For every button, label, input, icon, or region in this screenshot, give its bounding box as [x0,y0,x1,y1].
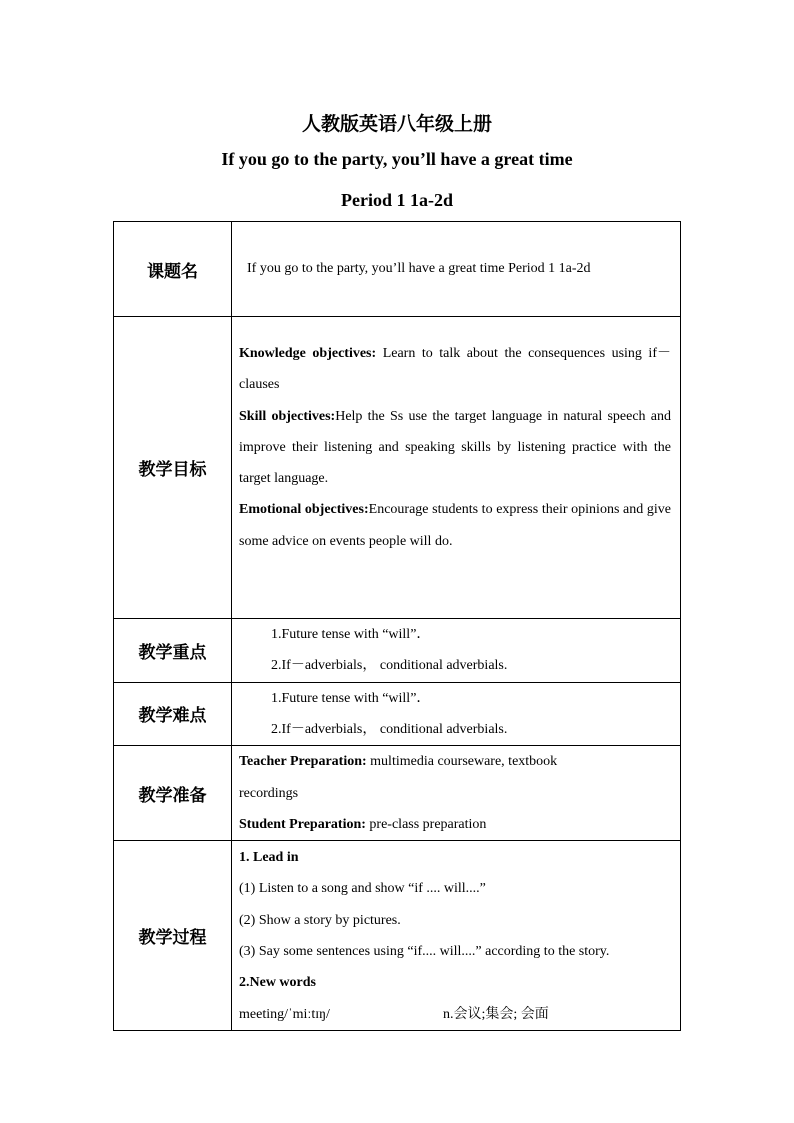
preparation-cell [232,746,681,841]
knowledge-objectives [239,338,671,401]
difficult-point-1: 1.Future tense with “will”． [271,690,431,706]
key-points-row [114,619,681,683]
step-new-words: 2.New words [239,975,316,991]
skill-text: Help the Ss use the target language in natural speech and improve their listening and speaking skills by listening practice with the target language. [239,408,671,487]
difficult-points-cell [232,682,681,746]
preparation-head: 教学准备 [114,746,232,841]
student-text: pre-class preparation [365,816,487,832]
student-preparation [239,809,605,840]
vocabulary-entry [239,999,671,1030]
topic-head: 课题名 [114,222,232,317]
lesson-title: If you go to the party, you’ll have a great time [221,149,573,169]
vocabulary-meaning: n.会议;集会; 会面 [443,1006,549,1022]
student-label: Student Preparation: [239,816,366,832]
process-head: 教学过程 [114,841,232,1031]
key-points-cell [232,619,681,683]
step-lead-in: 1. Lead in [239,850,299,866]
difficult-points-head: 教学难点 [114,682,232,746]
preparation-row [114,746,681,841]
emotional-text: Encourage students to express their opinions and give some advice on events people will do. [239,502,672,549]
document-title: 人教版英语八年级上册 [301,113,492,135]
period-title: Period 1 1a-2d [341,190,453,210]
emotional-label: Emotional objectives: [239,502,369,518]
lesson-plan-table [113,221,681,1031]
topic-text: If you go to the party, you’ll have a great time Period 1 1a-2d [232,222,681,317]
objectives-row [114,317,681,619]
vocabulary-word: meeting/ˈmiːtɪŋ/ [239,1006,330,1022]
difficult-point-2: 2.If－adverbials， conditional adverbials. [271,721,508,737]
key-points-head: 教学重点 [114,619,232,683]
teacher-text: multimedia courseware, textbook recordings [239,754,558,801]
objectives-cell [232,317,681,619]
knowledge-label: Knowledge objectives: [239,346,377,361]
process-row [114,841,681,1031]
process-item-1: (1) Listen to a song and show “if .... will....” [239,881,486,897]
key-point-1: 1.Future tense with “will”． [271,627,431,642]
key-point-2: 2.If－adverbials， conditional adverbials. [271,658,508,674]
difficult-points-row [114,682,681,746]
process-item-2: (2) Show a story by pictures. [239,912,401,928]
topic-row [114,222,681,317]
skill-label: Skill objectives: [239,408,336,424]
skill-objectives [239,401,671,495]
teacher-label: Teacher Preparation: [239,754,367,770]
emotional-objectives [239,494,671,557]
process-cell [232,841,681,1031]
teacher-preparation [239,746,605,809]
objectives-head: 教学目标 [114,317,232,619]
process-item-3: (3) Say some sentences using “if.... will....” according to the story. [239,944,610,960]
knowledge-text: Learn to talk about the consequences using if－clauses [239,346,671,393]
